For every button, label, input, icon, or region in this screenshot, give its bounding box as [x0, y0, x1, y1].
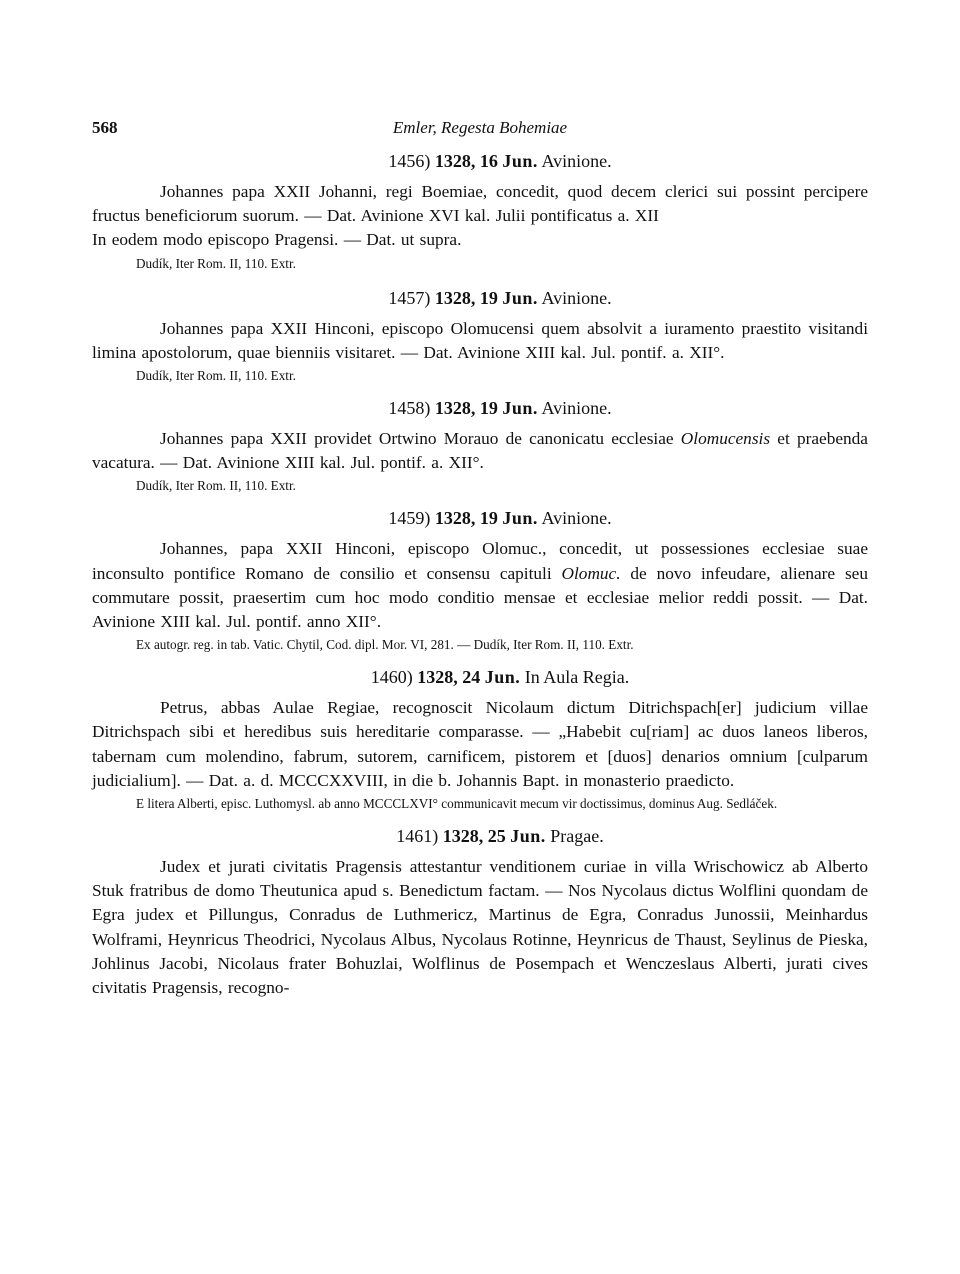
entry-heading: 1457) 1328, 19 Jun. Avinione. — [388, 287, 612, 308]
running-header — [92, 118, 868, 146]
entry-1456 — [92, 150, 868, 273]
entry-body: Petrus, abbas Aulae Regiae, recognoscit Nicolaum dictum Ditrichspach[er] judicium villae Ditrichspach sibi et heredibus suis hereditarie comparasse. — „Habebit cu[riam] ac duos laneos liberos, tabernam cum molendino, fabrum, sutorem, carnificem, pistorem et [duos] denarios omnium [culparum judicialium]. — Dat. a. d. MCCCXXVIII, in die b. Johannis Bapt. in monasterio praedicto. — [92, 698, 868, 790]
entry-body: Johannes papa XXII providet Ortwino Morauo de canonicatu ecclesiae Olomucensis et praebenda vacatura. — Dat. Avinione XIII kal. Jul. pontif. a. XII°. — [92, 429, 868, 473]
page-number: 568 — [92, 118, 118, 137]
entry-body: Johannes papa XXII Hinconi, episcopo Olomucensi quem absolvit a iuramento praestito visitandi limina apostolorum, quae bienniis visitaret. — Dat. Avinione XIII kal. Jul. pontif. a. XII°. — [92, 318, 868, 362]
entry-source: Ex autogr. reg. in tab. Vatic. Chytil, Cod. dipl. Mor. VI, 281. — Dudík, Iter Rom. II, 110. Extr. — [136, 637, 634, 653]
entry-1457 — [92, 287, 868, 385]
entry-body: Johannes papa XXII Johanni, regi Boemiae, concedit, quod decem clerici sui possint percipere fructus beneficiorum suorum. — Dat. Avinione XVI kal. Julii pontificatus a. XII — [92, 182, 868, 226]
entry-1461 — [92, 825, 868, 1000]
entry-1459 — [92, 507, 868, 654]
entry-source: E litera Alberti, episc. Luthomysl. ab anno MCCCLXVI° communicavit mecum vir doctissimus, dominus Aug. Sedláček. — [136, 796, 778, 812]
entry-1460 — [92, 666, 868, 813]
entry-heading: 1461) 1328, 25 Jun. Pragae. — [396, 826, 604, 847]
document-page — [92, 118, 868, 1000]
entry-source: Dudík, Iter Rom. II, 110. Extr. — [136, 478, 296, 494]
entry-body: Johannes, papa XXII Hinconi, episcopo Olomuc., concedit, ut possessiones ecclesiae suae inconsulto pontifice Romano de consilio et consensu capituli Olomuc. de novo infeudare, alienare seu commutare possit, praesertim cum hoc modo conditio mensae et ecclesiae melior reddi possit. — Dat. Avinione XIII kal. Jul. pontif. anno XII°. — [92, 539, 868, 632]
entry-heading: 1456) 1328, 16 Jun. Avinione. — [388, 151, 612, 171]
entry-source: Dudík, Iter Rom. II, 110. Extr. — [136, 255, 296, 271]
entry-1458 — [92, 397, 868, 495]
running-title: Emler, Regesta Bohemiae — [392, 118, 568, 137]
entry-heading: 1460) 1328, 24 Jun. In Aula Regia. — [370, 667, 630, 688]
entry-body: Judex et jurati civitatis Pragensis attestantur venditionem curiae in villa Wrischowicz ab Alberto Stuk fratribus de domo Theutunica apud s. Benedictum factam. — Nos Nycolaus dictus Wolflini quondam de Egra judex et Pillungus, Conradus de Luthmericz, Martinus de Egra, Conradus Junossii, Meinhardus Wolframi, Heynricus Theodrici, Nycolaus Albus, Nycolaus Rotinne, Heynricus de Thaust, Seylinus de Pieska, Johlinus Jacobi, Nicolaus frater Bohuzlai, Wolflinus de Posempach et Wenczeslaus Alberti, jurati cives civitatis Pragensis, recogno- — [92, 857, 868, 998]
entry-heading: 1458) 1328, 19 Jun. Avinione. — [388, 398, 612, 419]
entry-heading: 1459) 1328, 19 Jun. Avinione. — [388, 508, 612, 529]
entry-source: Dudík, Iter Rom. II, 110. Extr. — [136, 368, 296, 384]
entry-body-addendum: In eodem modo episcopo Pragensi. — Dat. ut supra. — [92, 230, 462, 250]
